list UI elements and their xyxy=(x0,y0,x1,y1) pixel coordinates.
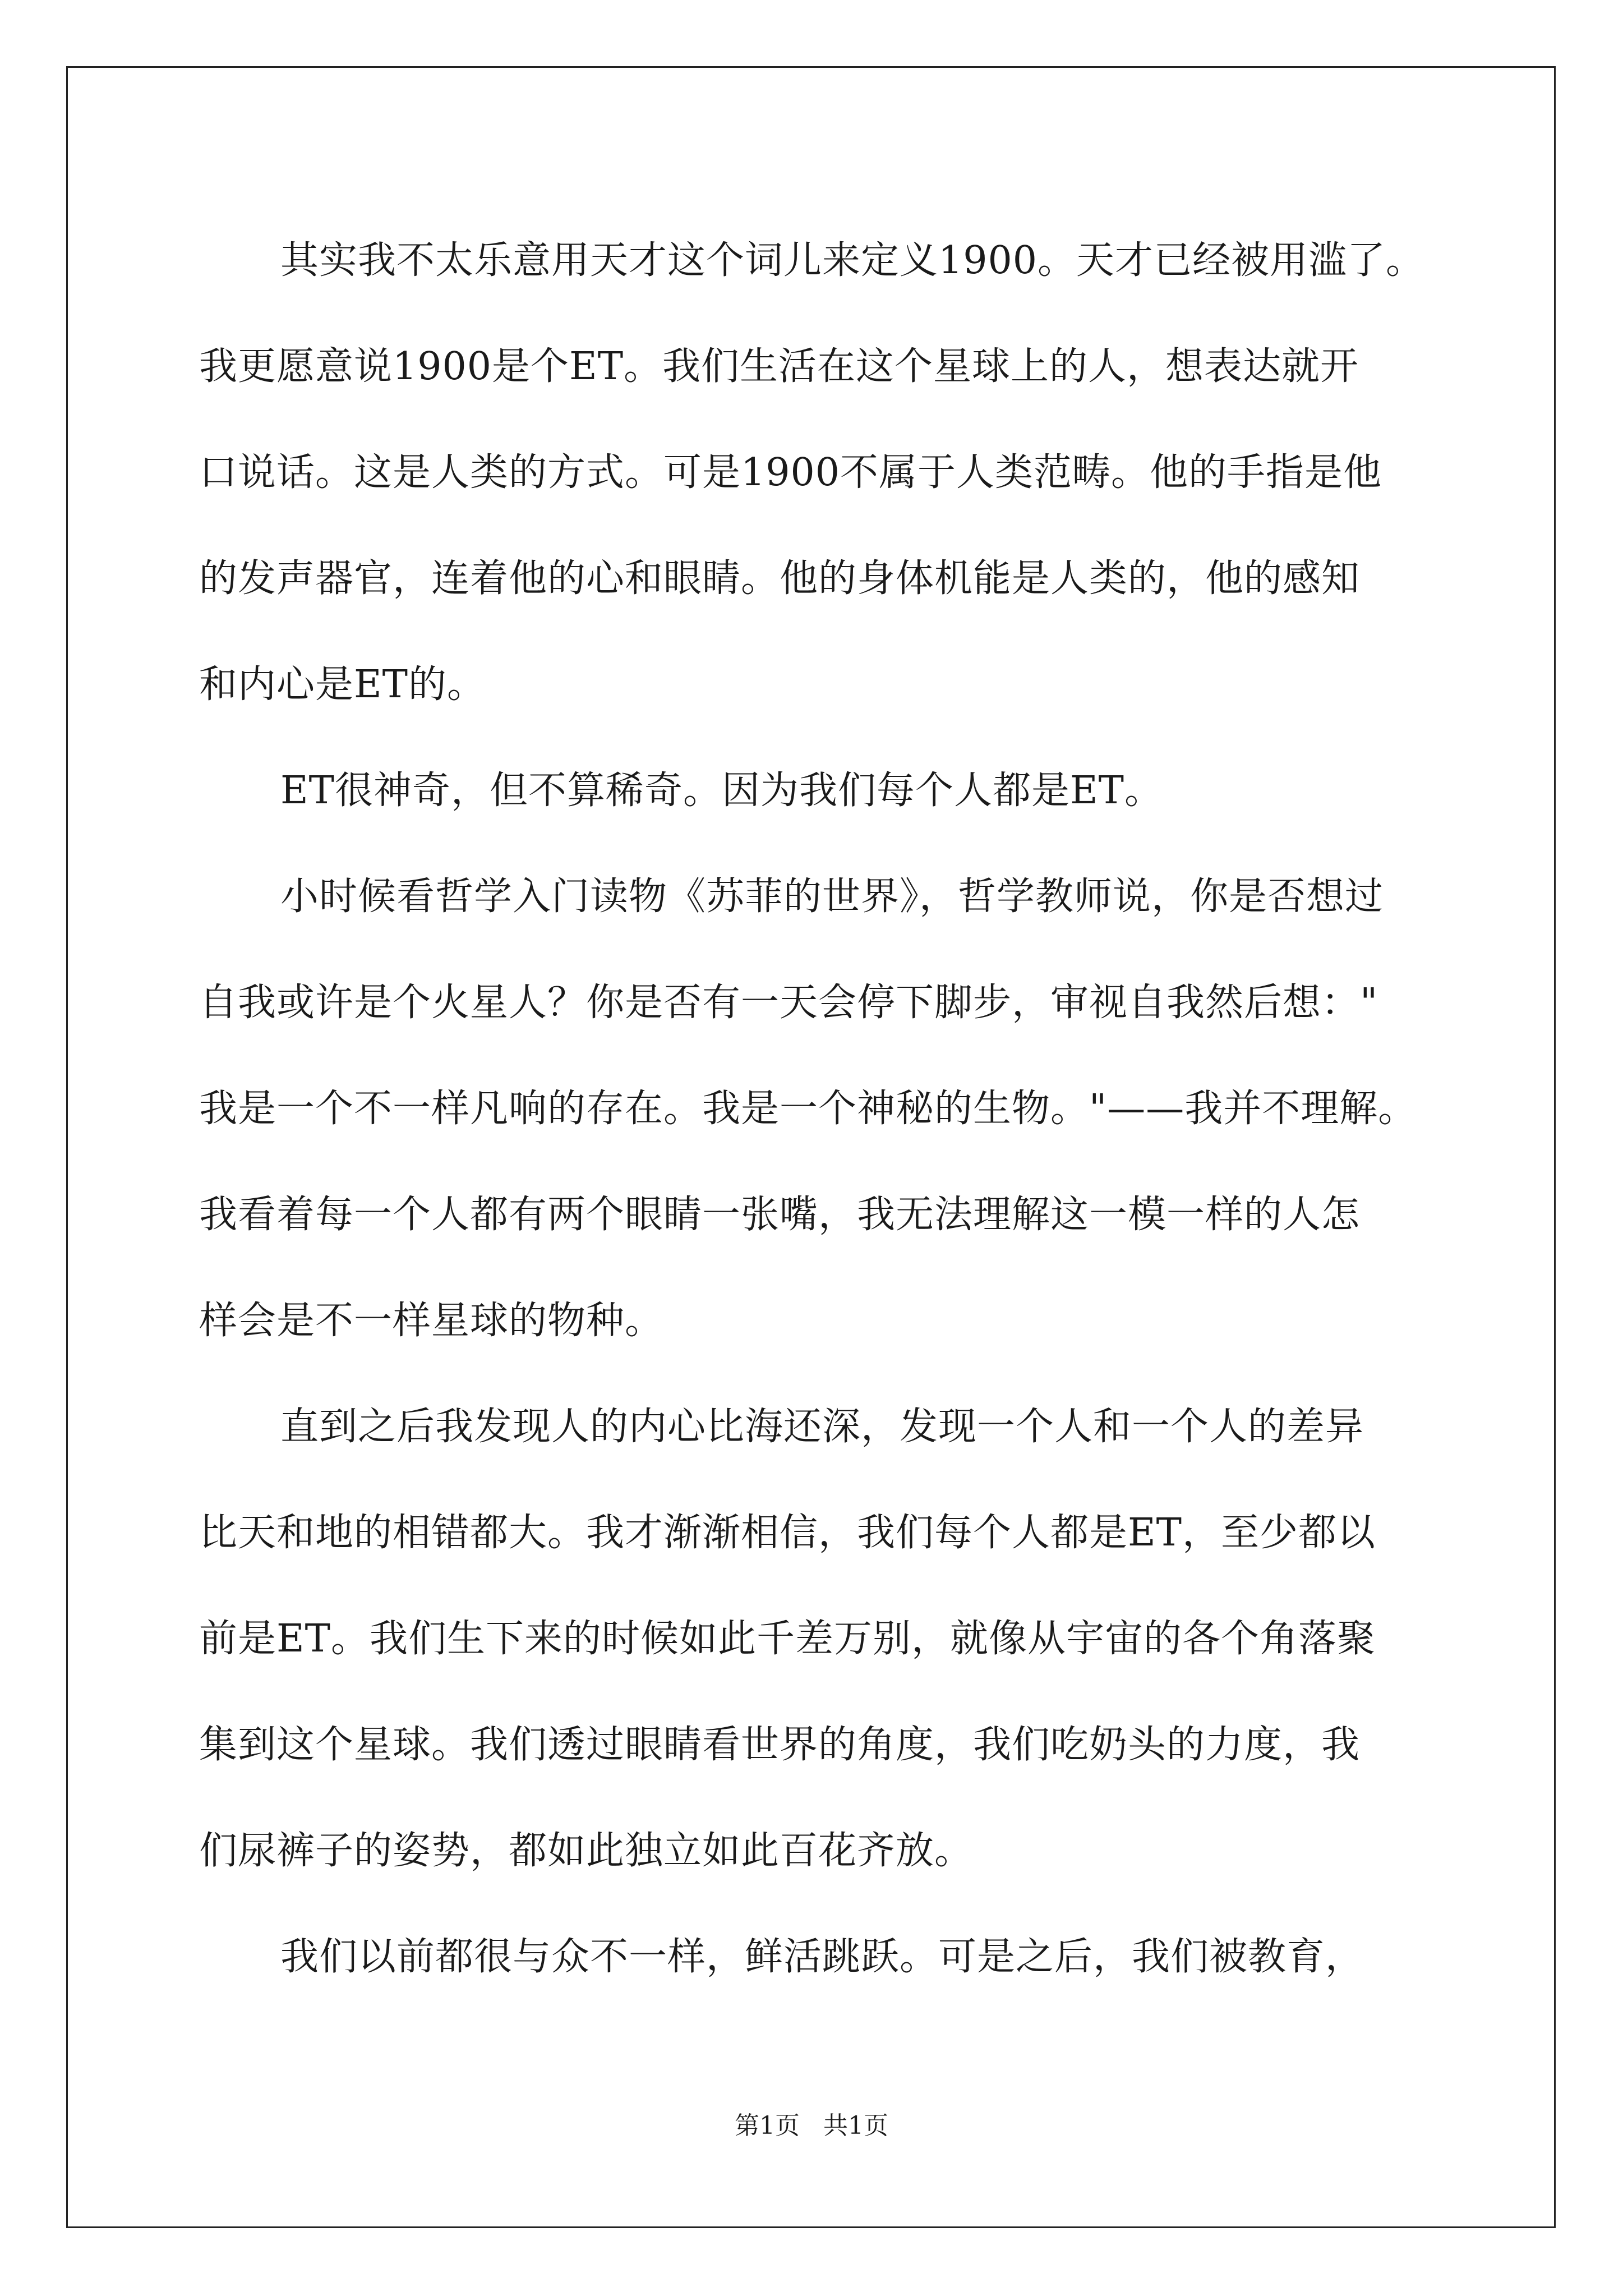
text-line: 我们以前都很与众不一样，鲜活跳跃。可是之后，我们被教育， xyxy=(280,1935,1364,1979)
text-line: 我更愿意说1900是个ET。我们生活在这个星球上的人，想表达就开 xyxy=(199,344,1359,389)
text-line: 比天和地的相错都大。我才渐渐相信，我们每个人都是ET，至少都以 xyxy=(199,1511,1376,1555)
text-line: 前是ET。我们生下来的时候如此千差万别，就像从宇宙的各个角落聚 xyxy=(199,1617,1376,1661)
text-line: ET很神奇，但不算稀奇。因为我们每个人都是ET。 xyxy=(280,769,1163,813)
text-line: 自我或许是个火星人？你是否有一天会停下脚步，审视自我然后想：" xyxy=(199,981,1378,1025)
text-line: 其实我不太乐意用天才这个词儿来定义1900。天才已经被用滥了。 xyxy=(280,238,1425,283)
text-line: 口说话。这是人类的方式。可是1900不属于人类范畴。他的手指是他 xyxy=(199,450,1382,495)
document-body xyxy=(199,208,1433,2010)
text-line: 直到之后我发现人的内心比海还深，发现一个人和一个人的差异 xyxy=(280,1405,1364,1449)
text-line: 集到这个星球。我们透过眼睛看世界的角度，我们吃奶头的力度，我 xyxy=(199,1723,1361,1767)
text-line: 们尿裤子的姿势，都如此独立如此百花齐放。 xyxy=(199,1829,974,1873)
page-number-footer: 第1页 共1页 xyxy=(735,2111,888,2140)
text-line: 我是一个不一样凡响的存在。我是一个神秘的生物。"——我并不理解。 xyxy=(199,1087,1417,1131)
text-line: 样会是不一样星球的物种。 xyxy=(199,1299,664,1343)
text-line: 的发声器官，连着他的心和眼睛。他的身体机能是人类的，他的感知 xyxy=(199,556,1361,601)
text-line: 我看着每一个人都有两个眼睛一张嘴，我无法理解这一模一样的人怎 xyxy=(199,1193,1361,1237)
text-line: 小时候看哲学入门读物《苏菲的世界》，哲学教师说，你是否想过 xyxy=(280,875,1384,919)
text-line: 和内心是ET的。 xyxy=(199,662,486,707)
